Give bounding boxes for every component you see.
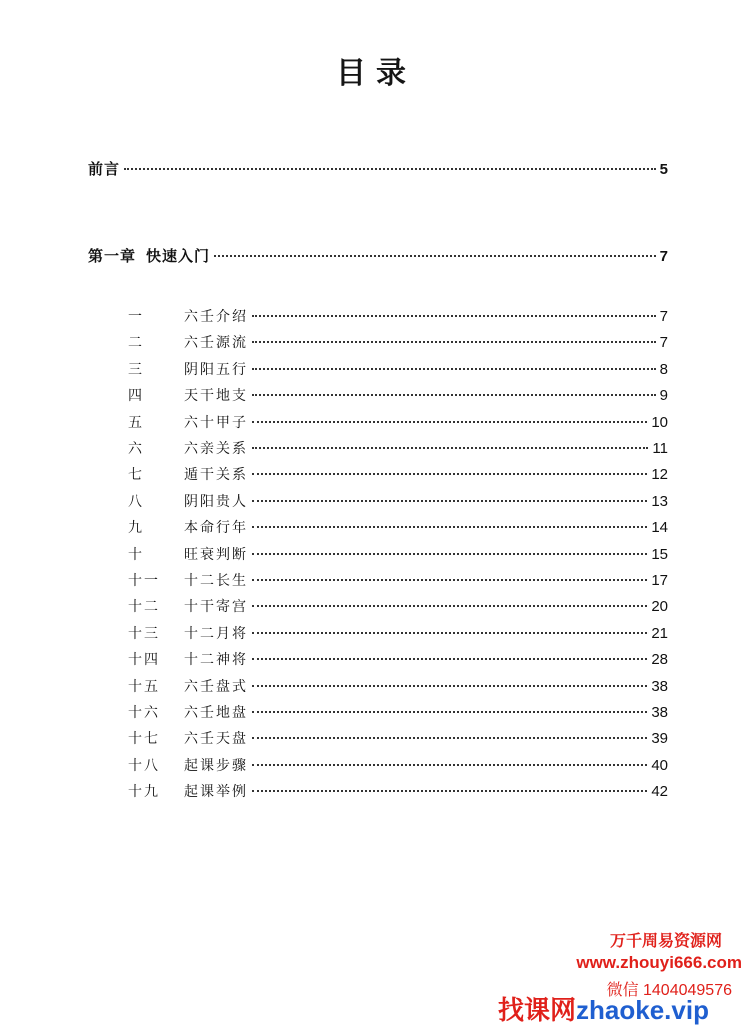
dot-leader bbox=[252, 737, 647, 739]
dot-leader bbox=[252, 315, 656, 317]
section-number: 三 bbox=[128, 361, 144, 378]
page-title: 目录 bbox=[336, 56, 416, 91]
section-title: 遁干关系 bbox=[184, 467, 248, 484]
watermark-brand-en: zhaoke.vip bbox=[576, 995, 709, 1025]
dot-leader bbox=[252, 685, 647, 687]
dot-leader bbox=[252, 368, 656, 370]
toc-page-number: 28 bbox=[651, 651, 668, 669]
section-title: 六壬介绍 bbox=[184, 309, 248, 325]
section-number: 十七 bbox=[128, 731, 160, 748]
toc-page-number: 42 bbox=[651, 783, 668, 801]
toc-entry-label bbox=[88, 245, 210, 266]
section-title: 十二神将 bbox=[184, 652, 248, 669]
toc-entry-section[interactable] bbox=[128, 781, 668, 801]
section-number: 四 bbox=[128, 388, 144, 405]
toc-page-number: 17 bbox=[651, 572, 668, 589]
dot-leader bbox=[252, 790, 647, 792]
toc-page-number: 39 bbox=[651, 730, 668, 748]
toc-entry-section[interactable] bbox=[128, 438, 668, 458]
dot-leader bbox=[252, 579, 647, 581]
dot-leader bbox=[252, 658, 647, 660]
dot-leader bbox=[252, 764, 647, 766]
section-number: 五 bbox=[128, 414, 144, 431]
toc-page-number: 5 bbox=[659, 161, 668, 178]
toc-entry-chapter-1[interactable] bbox=[88, 245, 668, 266]
section-title: 阴阳贵人 bbox=[184, 493, 248, 510]
section-title: 十干寄宫 bbox=[184, 599, 248, 616]
toc-entry-section[interactable] bbox=[128, 544, 668, 564]
section-title: 阴阳五行 bbox=[184, 361, 248, 378]
section-title: 六壬地盘 bbox=[184, 705, 248, 721]
toc-entry-section[interactable] bbox=[128, 728, 668, 748]
toc-entry-section[interactable] bbox=[128, 491, 668, 511]
toc-page-number: 15 bbox=[651, 545, 668, 563]
section-title: 六壬天盘 bbox=[184, 731, 248, 748]
dot-leader bbox=[124, 168, 656, 170]
toc-page-number: 7 bbox=[659, 248, 668, 265]
toc-page-number: 14 bbox=[651, 519, 668, 537]
dot-leader bbox=[252, 711, 647, 713]
dot-leader bbox=[252, 632, 647, 634]
section-title: 起课举例 bbox=[184, 784, 248, 801]
chapter-name: 快速入门 bbox=[146, 247, 211, 265]
section-number: 十九 bbox=[128, 784, 160, 801]
section-title: 天干地支 bbox=[184, 388, 248, 405]
toc-entry-section[interactable] bbox=[128, 306, 668, 326]
section-number: 一 bbox=[128, 309, 144, 325]
watermark-url: www.zhouyi666.com bbox=[576, 953, 742, 972]
section-title: 十二月将 bbox=[184, 625, 248, 642]
section-number: 七 bbox=[128, 467, 144, 484]
section-number: 十八 bbox=[128, 757, 160, 774]
toc-entry-section[interactable] bbox=[128, 570, 668, 590]
section-title: 六十甲子 bbox=[184, 414, 248, 431]
toc-entry-section[interactable] bbox=[128, 385, 668, 405]
toc-page-number: 10 bbox=[651, 413, 668, 431]
dot-leader bbox=[252, 473, 647, 475]
dot-leader bbox=[252, 605, 647, 607]
dot-leader bbox=[252, 500, 647, 502]
toc-page-number: 38 bbox=[651, 677, 668, 695]
section-title: 本命行年 bbox=[184, 520, 248, 537]
toc-page-number: 9 bbox=[659, 387, 668, 405]
toc-page-number: 11 bbox=[652, 440, 668, 457]
section-title: 六壬源流 bbox=[184, 335, 248, 352]
toc-entry-section[interactable] bbox=[128, 596, 668, 616]
watermark-brand-cn: 找课网 bbox=[498, 995, 577, 1025]
dot-leader bbox=[252, 447, 648, 449]
toc-entry-section[interactable] bbox=[128, 412, 668, 432]
toc-page-number: 8 bbox=[659, 360, 668, 378]
toc-entry-section[interactable] bbox=[128, 517, 668, 537]
toc-page-number: 40 bbox=[651, 756, 668, 774]
dot-leader bbox=[252, 553, 647, 555]
section-number: 十一 bbox=[128, 573, 160, 589]
section-title: 六亲关系 bbox=[184, 441, 248, 457]
section-number: 十二 bbox=[128, 599, 160, 616]
dot-leader bbox=[252, 341, 656, 343]
section-number: 六 bbox=[128, 441, 144, 457]
section-number: 二 bbox=[128, 335, 144, 352]
toc-entry-preface[interactable] bbox=[88, 158, 668, 179]
toc-entry-section[interactable] bbox=[128, 359, 668, 379]
toc-entry-section[interactable] bbox=[128, 623, 668, 643]
section-title: 十二长生 bbox=[184, 573, 248, 589]
toc-entry-section[interactable] bbox=[128, 755, 668, 775]
toc-entry-section[interactable] bbox=[128, 332, 668, 352]
dot-leader bbox=[252, 526, 647, 528]
dot-leader bbox=[252, 394, 656, 396]
toc-page-number: 20 bbox=[651, 598, 668, 616]
toc-entry-section[interactable] bbox=[128, 464, 668, 484]
toc-entry-section[interactable] bbox=[128, 649, 668, 669]
watermark-brand bbox=[498, 990, 709, 1027]
section-number: 十四 bbox=[128, 652, 160, 669]
toc-page-number: 38 bbox=[651, 704, 668, 721]
section-number: 八 bbox=[128, 493, 144, 510]
dot-leader bbox=[214, 255, 656, 257]
section-title: 起课步骤 bbox=[184, 757, 248, 774]
section-number: 十 bbox=[128, 546, 144, 563]
chapter-number: 第一章 bbox=[88, 247, 137, 265]
toc-entry-section[interactable] bbox=[128, 702, 668, 722]
toc-entry-section[interactable] bbox=[128, 676, 668, 696]
section-title: 旺衰判断 bbox=[184, 546, 248, 563]
section-number: 九 bbox=[128, 520, 144, 537]
toc-page-number: 21 bbox=[651, 624, 668, 642]
section-title: 六壬盘式 bbox=[184, 678, 248, 695]
toc-page-number: 7 bbox=[659, 334, 668, 352]
section-number: 十三 bbox=[128, 625, 160, 642]
toc-page-number: 12 bbox=[651, 466, 668, 484]
section-number: 十五 bbox=[128, 678, 160, 695]
toc-page-number: 7 bbox=[659, 308, 668, 325]
section-number: 十六 bbox=[128, 705, 160, 721]
watermark-wechat: 微信 1404049576 bbox=[606, 982, 732, 999]
toc-entry-label: 前言 bbox=[88, 160, 121, 178]
watermark-site-name: 万千周易资源网 bbox=[609, 933, 722, 950]
dot-leader bbox=[252, 421, 647, 423]
toc-page-number: 13 bbox=[651, 492, 668, 510]
